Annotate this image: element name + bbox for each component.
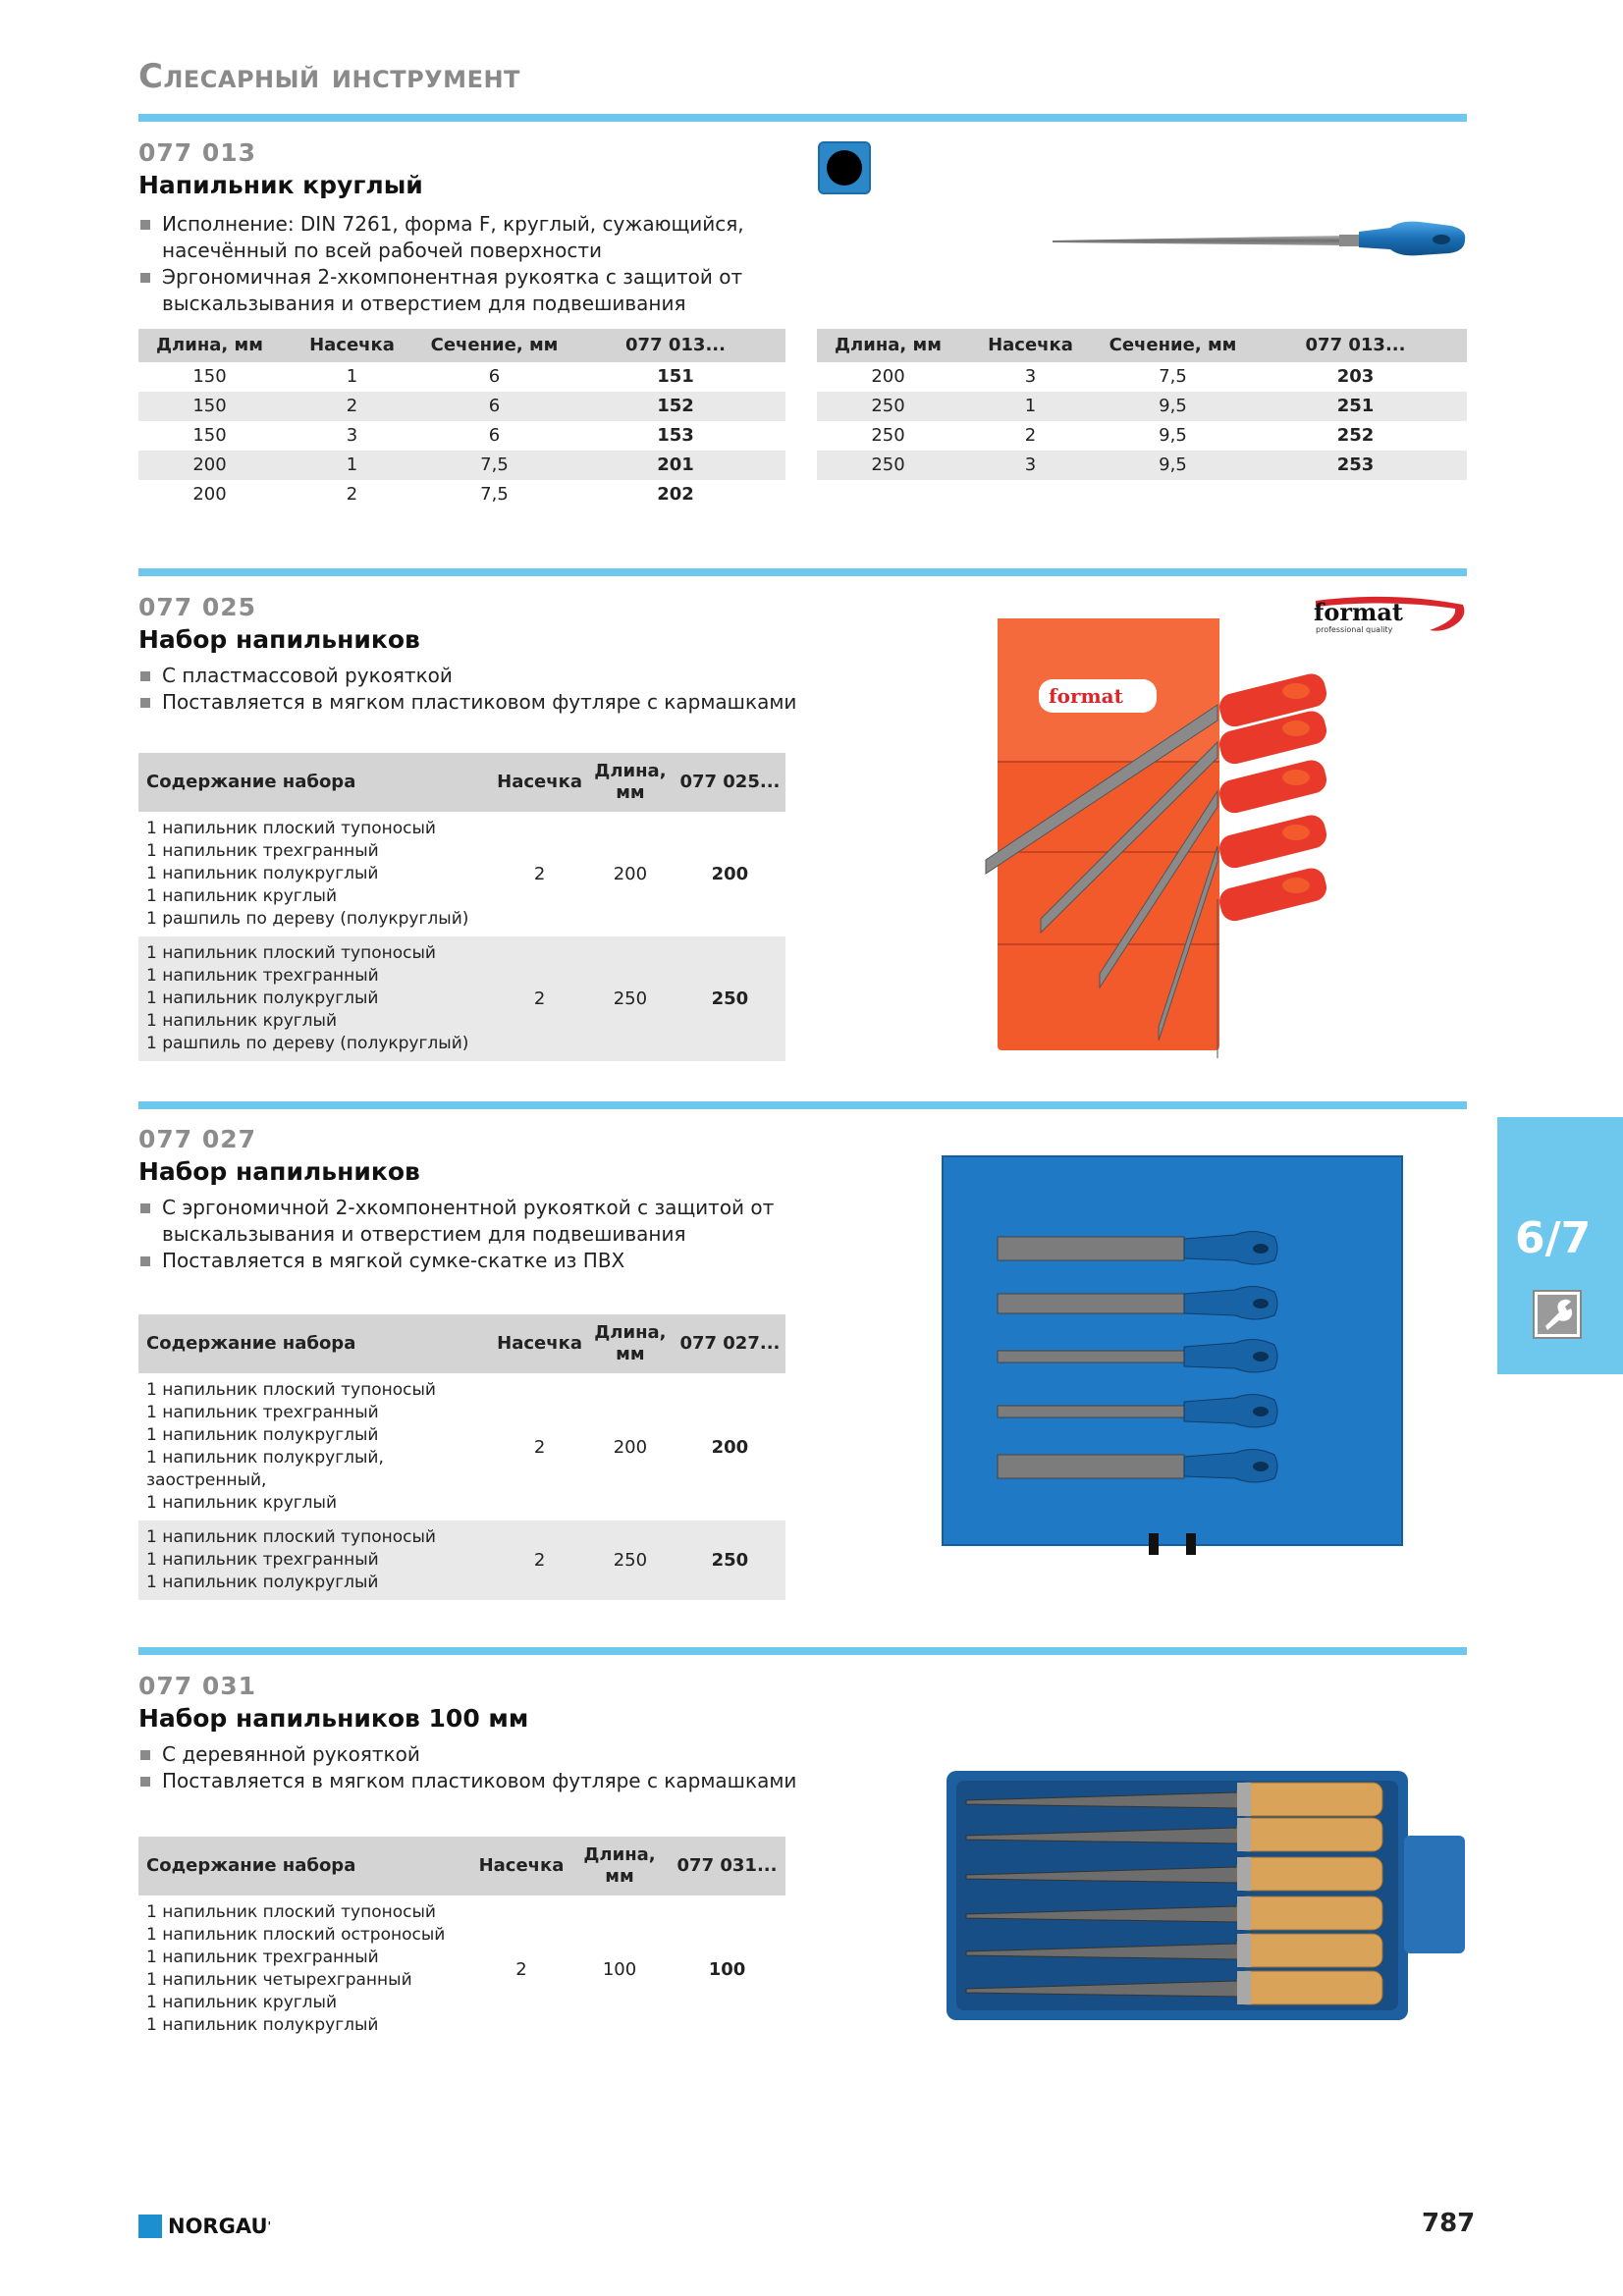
page-title: Слесарный инструмент [138, 57, 520, 96]
table-cell: 1 [346, 366, 358, 387]
col-header: Длина, мм [586, 1314, 675, 1373]
round-file-image [1047, 214, 1469, 263]
wooden-set-image [943, 1767, 1469, 2024]
section-divider [138, 1647, 1467, 1655]
table-cell: 2 [515, 1958, 527, 1980]
feature-item: С пластмассовой рукояткой [138, 663, 806, 689]
table-cell: 2 [533, 864, 546, 884]
table-cell: 6 [423, 392, 566, 421]
table-cell: 3 [959, 451, 1102, 480]
col-header: 077 013... [1244, 329, 1467, 362]
format-logo-sub: professional quality [1316, 625, 1393, 634]
table-cell: 2 [1024, 425, 1037, 446]
set-contents-cell [138, 812, 493, 936]
set-item: 1 напильник плоский тупоносый [146, 1380, 436, 1400]
set-item: 1 напильник трехгранный [146, 966, 379, 986]
table-cell: 7,5 [423, 451, 566, 480]
table-cell: 200 [613, 864, 648, 884]
feature-item: С эргономичной 2-хкомпонентной рукояткой с защитой от выскальзывания и отверстием для подвешивания [138, 1195, 806, 1248]
col-header: 077 025... [675, 753, 785, 812]
col-header: 077 031... [669, 1837, 785, 1896]
table-cell: 152 [566, 392, 785, 421]
col-header: Длина, мм [138, 329, 281, 362]
table-cell: 250 [675, 936, 785, 1061]
table-cell: 9,5 [1102, 392, 1244, 421]
table-cell: 250 [675, 1521, 785, 1600]
table-row [138, 392, 785, 421]
table-cell: 250 [586, 1521, 675, 1600]
feature-item: Эргономичная 2-хкомпонентная рукоятка с защитой от выскальзывания и отверстием для подвешивания [138, 264, 806, 317]
set-item: 1 напильник плоский тупоносый [146, 1902, 436, 1922]
round-profile-icon [818, 141, 871, 194]
set-item: 1 напильник плоский остроносый [146, 1925, 446, 1945]
set-item: 1 напильник полукруглый [146, 1573, 379, 1592]
table-cell: 252 [1336, 425, 1375, 446]
file-with-orange-handle [1217, 866, 1329, 1058]
table-cell: 3 [346, 425, 358, 446]
feature-list [138, 1195, 806, 1274]
feature-list [138, 211, 806, 317]
feature-item: Поставляется в мягком пластиковом футляре с кармашками [138, 689, 806, 716]
col-header: Длина, мм [586, 753, 675, 812]
table-cell: 2 [493, 936, 586, 1061]
product-code: 077 025 [138, 593, 257, 621]
col-header: Насечка [959, 329, 1102, 362]
table-row [138, 362, 785, 392]
set-item: 1 рашпиль по дереву (полукруглый) [146, 909, 469, 929]
table-row [138, 936, 785, 1061]
feature-item: Поставляется в мягкой сумке-скатке из ПВХ [138, 1248, 806, 1274]
table-cell: 250 [586, 936, 675, 1061]
table-cell: 150 [192, 366, 227, 387]
set-contents-cell [138, 1896, 472, 2043]
table-cell: 150 [192, 425, 227, 446]
blue-roll-image [941, 1154, 1406, 1567]
set-item: 1 напильник круглый [146, 1993, 338, 2012]
table-row [817, 362, 1467, 392]
table-row [138, 451, 785, 480]
chapter-tab[interactable] [1497, 1117, 1623, 1374]
set-item: 1 напильник круглый [146, 886, 338, 906]
section-divider [138, 114, 1467, 122]
table-cell: 7,5 [1159, 366, 1187, 387]
set-item: 1 напильник плоский тупоносый [146, 1527, 436, 1547]
table-cell: 203 [1336, 366, 1375, 387]
table-row [138, 1521, 785, 1600]
table-cell: 2 [533, 1436, 546, 1458]
set-item: 1 напильник трехгранный [146, 1550, 379, 1570]
section-divider [138, 568, 1467, 576]
col-header: Насечка [472, 1837, 570, 1896]
table-cell: 6 [488, 425, 501, 446]
table-cell: 3 [1024, 366, 1037, 387]
table-row [138, 421, 785, 451]
table-cell: 1 [959, 392, 1102, 421]
table-row [138, 480, 785, 509]
table-cell: 250 [817, 392, 959, 421]
table-cell: 9,5 [1102, 451, 1244, 480]
col-header: Содержание набора [138, 1314, 493, 1373]
section-divider [138, 1101, 1467, 1109]
col-header: 077 013... [566, 329, 785, 362]
col-header: Сечение, мм [1102, 329, 1244, 362]
table-cell: 100 [602, 1958, 637, 1980]
feature-list [138, 1741, 806, 1794]
set-item: 1 напильник трехгранный [146, 841, 379, 861]
set-contents-table [138, 1314, 785, 1600]
table-cell: 153 [657, 425, 694, 446]
table-cell: 200 [138, 451, 281, 480]
product-title: Набор напильников 100 мм [138, 1704, 529, 1733]
set-item: 1 напильник четырехгранный [146, 1970, 412, 1990]
product-code: 077 027 [138, 1125, 257, 1153]
set-item: 1 рашпиль по дереву (полукруглый) [146, 1034, 469, 1053]
table-cell: 100 [708, 1958, 746, 1980]
table-cell: 150 [138, 392, 281, 421]
table-row [817, 421, 1467, 451]
table-cell: 251 [1244, 392, 1467, 421]
brand-mark: ' [267, 2219, 272, 2233]
col-header: Длина, мм [817, 329, 959, 362]
col-header: Насечка [493, 753, 586, 812]
set-item: 1 напильник полукруглый [146, 988, 379, 1008]
table-cell: 201 [566, 451, 785, 480]
set-item: 1 напильник круглый [146, 1493, 338, 1513]
table-cell: 6 [488, 366, 501, 387]
format-logo-text: format [1314, 598, 1404, 626]
set-item: 1 напильник полукруглый, заостренный, [146, 1448, 384, 1490]
spec-table [138, 329, 785, 509]
col-header: 077 027... [675, 1314, 785, 1373]
pouch-label: format [1049, 684, 1123, 708]
feature-item: Поставляется в мягком пластиковом футляре с кармашками [138, 1768, 806, 1794]
brand-name: NORGAU [168, 2215, 268, 2238]
col-header: Содержание набора [138, 1837, 472, 1896]
table-cell: 200 [613, 1436, 648, 1458]
table-cell: 200 [711, 864, 749, 884]
chapter-number: 6/7 [1515, 1213, 1592, 1263]
col-header: Насечка [281, 329, 423, 362]
set-contents-cell [138, 936, 493, 1061]
set-item: 1 напильник полукруглый [146, 1425, 379, 1445]
set-item: 1 напильник круглый [146, 1011, 338, 1031]
table-cell: 250 [871, 425, 905, 446]
table-cell: 200 [871, 366, 905, 387]
table-cell: 200 [711, 1436, 749, 1458]
table-cell: 151 [657, 366, 694, 387]
product-title: Напильник круглый [138, 171, 423, 199]
set-contents-cell [138, 1521, 493, 1600]
product-code: 077 013 [138, 138, 257, 167]
wrench-icon [1533, 1290, 1582, 1339]
set-item: 1 напильник плоский тупоносый [146, 943, 436, 963]
table-row [817, 451, 1467, 480]
product-title: Набор напильников [138, 1157, 420, 1186]
table-row [138, 1896, 785, 2043]
set-contents-cell [138, 1373, 493, 1521]
set-item: 1 напильник полукруглый [146, 864, 379, 883]
set-contents-table [138, 753, 785, 1061]
table-cell: 7,5 [480, 484, 509, 505]
orange-pouch-image [982, 611, 1375, 1058]
brand-logo [138, 2215, 271, 2238]
set-item: 1 напильник полукруглый [146, 2015, 379, 2035]
table-row [138, 1373, 785, 1521]
col-header: Содержание набора [138, 753, 493, 812]
set-contents-table [138, 1837, 785, 2043]
set-item: 1 напильник трехгранный [146, 1948, 379, 1967]
table-cell: 2 [346, 484, 358, 505]
table-cell: 9,5 [1159, 425, 1187, 446]
col-header: Длина, мм [570, 1837, 669, 1896]
table-cell: 253 [1244, 451, 1467, 480]
product-title: Набор напильников [138, 625, 420, 654]
spec-table [817, 329, 1467, 480]
feature-list [138, 663, 806, 716]
col-header: Сечение, мм [423, 329, 566, 362]
set-item: 1 напильник плоский тупоносый [146, 819, 436, 838]
table-cell: 2 [493, 1521, 586, 1600]
table-cell: 250 [817, 451, 959, 480]
product-code: 077 031 [138, 1672, 257, 1700]
table-cell: 200 [192, 484, 227, 505]
col-header: Насечка [493, 1314, 586, 1373]
brand-square-icon [138, 2215, 162, 2238]
table-cell: 2 [281, 392, 423, 421]
feature-item: С деревянной рукояткой [138, 1741, 806, 1768]
feature-item: Исполнение: DIN 7261, форма F, круглый, сужающийся, насечённый по всей рабочей поверхности [138, 211, 806, 264]
set-item: 1 напильник трехгранный [146, 1403, 379, 1422]
table-row [817, 392, 1467, 421]
table-row [138, 812, 785, 936]
page-number: 787 [1422, 2209, 1476, 2238]
table-cell: 202 [657, 484, 694, 505]
table-cell: 1 [281, 451, 423, 480]
